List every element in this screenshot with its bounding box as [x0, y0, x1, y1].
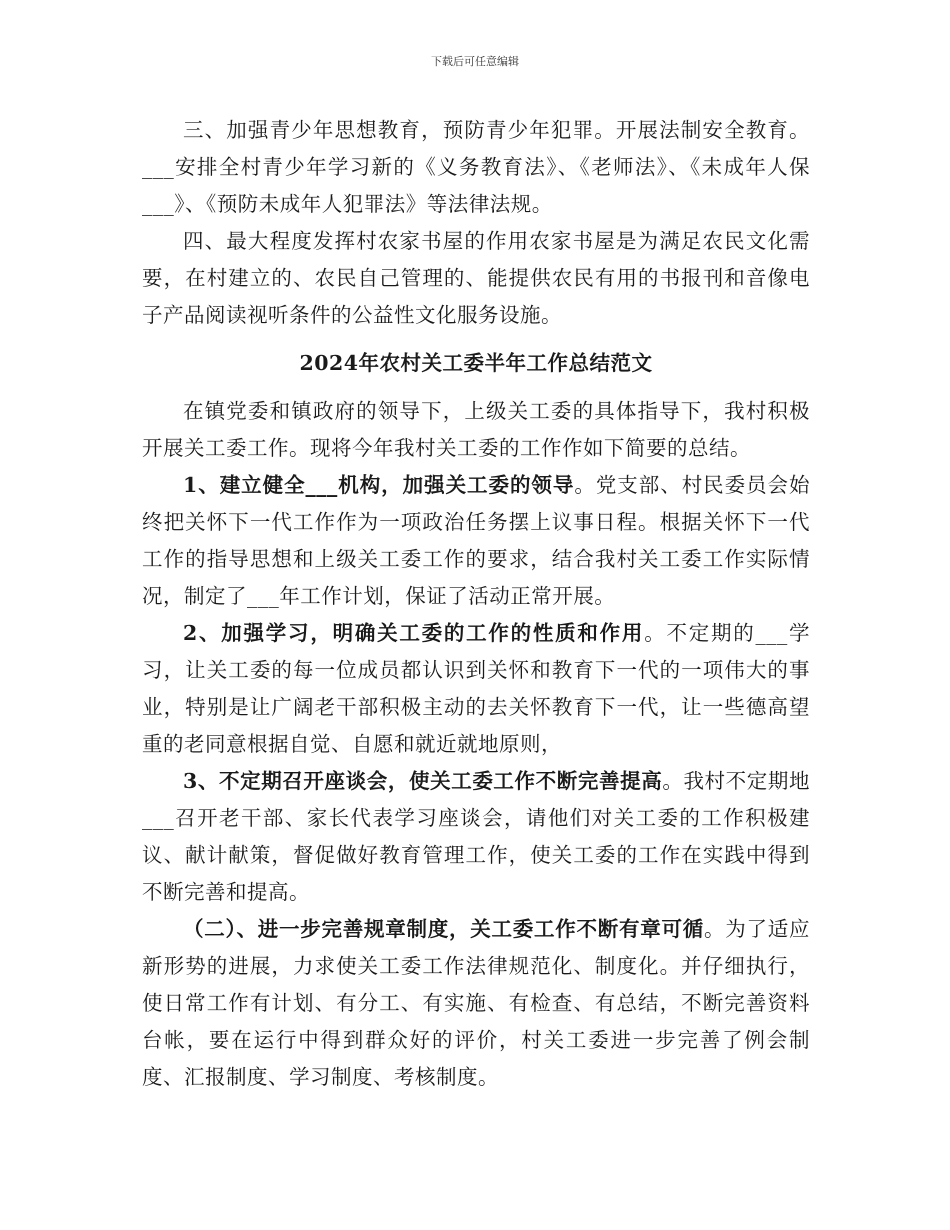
section-2 [142, 615, 810, 763]
document-title: 2024年农村关工委半年工作总结范文 [299, 351, 653, 375]
intro-paragraph: 在镇党委和镇政府的领导下，上级关工委的具体指导下，我村积极开展关工委工作。现将今年我村关工委的工作作如下简要的总结。 [142, 399, 810, 460]
section-1-heading: 1、建立健全___机构，加强关工委的领导 [183, 473, 575, 497]
section-3 [142, 763, 810, 911]
section-2-heading: 2、加强学习，明确关工委的工作的性质和作用 [183, 621, 645, 645]
section-4-heading: （二）、进一步完善规章制度，关工委工作不断有章可循 [183, 917, 704, 941]
section-1 [142, 467, 810, 615]
section-4-body: 。为了适应新形势的进展，力求使关工委工作法律规范化、制度化。并仔细执行，使日常工作有计划、有分工、有实施、有检查、有总结，不断完善资料台帐，要在运行中得到群众好的评价，村关工委进一步完善了例会制度、汇报制度、学习制度、考核制度。 [142, 917, 810, 1089]
document-body [142, 112, 810, 1096]
section-3-heading: 3、不定期召开座谈会，使关工委工作不断完善提高 [183, 769, 663, 793]
section-2-body: 。不定期的___学习，让关工委的每一位成员都认识到关怀和教育下一代的一项伟大的事业，特别是让广阔老干部积极主动的去关怀教育下一代，让一些德高望重的老同意根据自觉、自愿和就近就地原则， [142, 621, 811, 756]
section-4 [142, 911, 810, 1096]
section-1-body: 。党支部、村民委员会始终把关怀下一代工作作为一项政治任务摆上议事日程。根据关怀下一代工作的指导思想和上级关工委工作的要求，结合我村关工委工作实际情况，制定了___年工作计划，保证了活动正常开展。 [142, 473, 811, 608]
paragraph-three: 三、加强青少年思想教育，预防青少年犯罪。开展法制安全教育。___安排全村青少年学习新的《义务教育法》、《老师法》、《未成年人保___》、《预防未成年人犯罪法》等法律法规。 [142, 118, 810, 216]
section-3-body: 。我村不定期地___召开老干部、家长代表学习座谈会，请他们对关工委的工作积极建议、献计献策，督促做好教育管理工作，使关工委的工作在实践中得到不断完善和提高。 [142, 769, 810, 904]
paragraph-four: 四、最大程度发挥村农家书屋的作用农家书屋是为满足农民文化需要，在村建立的、农民自己管理的、能提供农民有用的书报刊和音像电子产品阅读视听条件的公益性文化服务设施。 [142, 229, 810, 327]
page-header: 下载后可任意编辑 [431, 55, 519, 68]
